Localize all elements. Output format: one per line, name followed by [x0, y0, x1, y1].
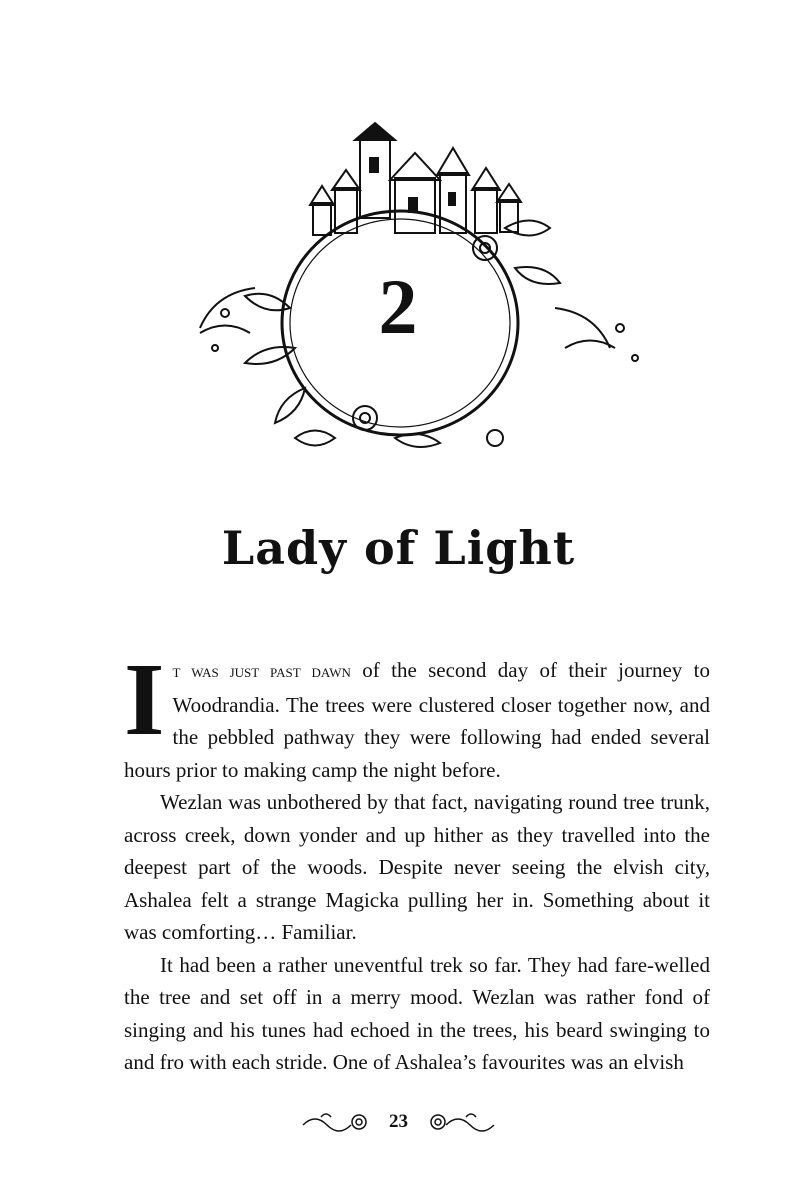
chapter-number: 2 [378, 263, 418, 350]
drop-cap: I [124, 642, 165, 757]
page-number: 23 [389, 1111, 408, 1132]
opening-smallcaps: t was just past dawn [172, 661, 351, 682]
chapter-body [124, 642, 710, 1079]
right-flourish-icon [426, 1107, 496, 1137]
chapter-title: Lady of Light [221, 520, 576, 575]
page-footer [0, 1102, 797, 1142]
left-flourish-icon [301, 1107, 371, 1137]
paragraph [124, 642, 710, 786]
paragraph: It had been a rather uneventful trek so far. They had fare-welled the tree and set off in a merry mood. Wezlan was rather fond of singing and his tunes had echoed in the trees, his beard swinging to and fro with each stride. One of Ashalea’s favourites was an elvish [124, 952, 710, 1074]
paragraph: Wezlan was unbothered by that fact, navigating round tree trunk, across creek, down yonder and up hither as they travelled into the deepest part of the woods. Despite never seeing the elvish city, Ashalea felt a strange Magicka pulling her in. Something about it was comforting… Familiar. [124, 790, 710, 944]
paragraph-text: of the second day of their journey to Woodrandia. The trees were clustered closer together now, and the pebbled pathway they were following had ended several hours prior to making camp the night before. [124, 658, 710, 782]
